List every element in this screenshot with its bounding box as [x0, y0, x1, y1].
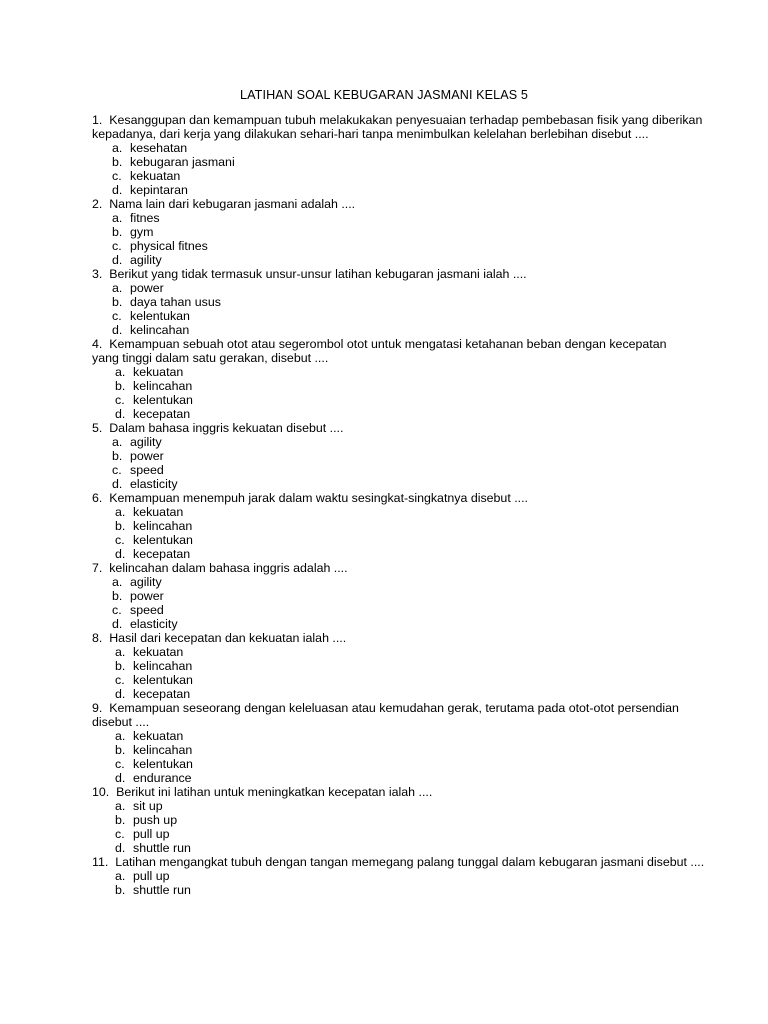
question-stem: [92, 785, 712, 799]
option-letter: b.: [112, 225, 123, 239]
option-letter: b.: [115, 743, 126, 757]
question-item: [92, 337, 712, 421]
answer-option: [92, 813, 712, 827]
option-letter: a.: [115, 729, 126, 743]
question-number: 1.: [92, 113, 103, 127]
option-text: shuttle run: [133, 883, 191, 897]
question-stem: [92, 701, 712, 729]
question-text: Nama lain dari kebugaran jasmani adalah ....: [109, 197, 356, 211]
question-text: Berikut ini latihan untuk meningkatkan kecepatan ialah ....: [116, 785, 433, 799]
option-letter: c.: [115, 673, 125, 687]
page-title: LATIHAN SOAL KEBUGARAN JASMANI KELAS 5: [240, 88, 528, 102]
option-text: kelentukan: [130, 309, 190, 323]
answer-option: [92, 463, 712, 477]
question-number: 10.: [92, 785, 110, 799]
option-letter: a.: [112, 435, 123, 449]
option-text: pull up: [133, 869, 170, 883]
answer-option: [92, 757, 712, 771]
option-text: kelincahan: [133, 519, 193, 533]
option-letter: d.: [112, 477, 123, 491]
answer-option: [92, 309, 712, 323]
option-text: shuttle run: [133, 841, 191, 855]
answer-option: [92, 379, 712, 393]
question-stem: [92, 421, 712, 435]
question-stem: [92, 337, 712, 365]
question-stem: [92, 631, 712, 645]
option-letter: b.: [112, 295, 123, 309]
option-letter: c.: [115, 393, 125, 407]
option-letter: d.: [115, 687, 126, 701]
option-text: kelentukan: [133, 533, 193, 547]
answer-option: [92, 295, 712, 309]
option-letter: c.: [115, 757, 125, 771]
answer-option: [92, 435, 712, 449]
question-text: Kemampuan menempuh jarak dalam waktu sesingkat-singkatnya disebut ....: [109, 491, 528, 505]
option-letter: b.: [115, 379, 126, 393]
option-text: kecepatan: [133, 547, 191, 561]
option-letter: d.: [115, 841, 126, 855]
option-text: speed: [130, 603, 164, 617]
option-text: power: [130, 281, 164, 295]
option-letter: a.: [115, 869, 126, 883]
option-text: kekuatan: [130, 169, 181, 183]
question-list: [92, 113, 712, 897]
option-letter: c.: [112, 239, 122, 253]
question-text: kelincahan dalam bahasa inggris adalah ....: [109, 561, 348, 575]
option-letter: a.: [112, 211, 123, 225]
option-text: fitnes: [130, 211, 160, 225]
option-text: kelentukan: [133, 393, 193, 407]
answer-option: [92, 407, 712, 421]
question-item: [92, 785, 712, 855]
answer-option: [92, 239, 712, 253]
question-item: [92, 421, 712, 491]
option-text: power: [130, 449, 164, 463]
question-stem: [92, 197, 712, 211]
option-letter: c.: [112, 309, 122, 323]
option-letter: b.: [115, 883, 126, 897]
option-text: kepintaran: [130, 183, 188, 197]
answer-option: [92, 603, 712, 617]
answer-option: [92, 519, 712, 533]
option-text: daya tahan usus: [130, 295, 221, 309]
option-text: kelentukan: [133, 757, 193, 771]
question-item: [92, 113, 712, 197]
option-text: speed: [130, 463, 164, 477]
option-text: kecepatan: [133, 687, 191, 701]
option-letter: a.: [115, 645, 126, 659]
option-text: elasticity: [130, 477, 178, 491]
option-letter: c.: [115, 533, 125, 547]
question-text: Kesanggupan dan kemampuan tubuh melakukakan penyesuaian terhadap pembebasan fisik yang diberikan kepadanya, dari kerja yang dilakukan sehari-hari tanpa menimbulkan kelelahan berlebihan disebut ....: [92, 113, 706, 141]
option-text: kekuatan: [133, 365, 184, 379]
answer-option: [92, 211, 712, 225]
option-text: kelincahan: [133, 659, 193, 673]
answer-option: [92, 323, 712, 337]
question-number: 8.: [92, 631, 103, 645]
option-letter: a.: [115, 799, 126, 813]
option-letter: b.: [115, 519, 126, 533]
option-text: kelincahan: [133, 379, 193, 393]
question-stem: [92, 855, 712, 869]
option-letter: a.: [112, 141, 123, 155]
option-text: endurance: [133, 771, 192, 785]
question-stem: [92, 267, 712, 281]
option-letter: d.: [115, 407, 126, 421]
option-text: kelincahan: [130, 323, 190, 337]
option-text: kecepatan: [133, 407, 191, 421]
option-letter: b.: [115, 813, 126, 827]
option-text: kekuatan: [133, 729, 184, 743]
answer-option: [92, 449, 712, 463]
question-stem: [92, 491, 712, 505]
option-text: kelincahan: [133, 743, 193, 757]
answer-option: [92, 729, 712, 743]
answer-option: [92, 673, 712, 687]
option-text: agility: [130, 575, 162, 589]
question-number: 9.: [92, 701, 103, 715]
option-letter: c.: [115, 827, 125, 841]
option-text: power: [130, 589, 164, 603]
option-letter: d.: [112, 253, 123, 267]
question-item: [92, 701, 712, 785]
answer-option: [92, 743, 712, 757]
option-letter: d.: [115, 547, 126, 561]
answer-option: [92, 533, 712, 547]
answer-option: [92, 575, 712, 589]
option-letter: d.: [112, 323, 123, 337]
answer-option: [92, 869, 712, 883]
answer-option: [92, 281, 712, 295]
question-item: [92, 561, 712, 631]
question-number: 6.: [92, 491, 103, 505]
option-text: pull up: [133, 827, 170, 841]
question-text: Dalam bahasa inggris kekuatan disebut ....: [109, 421, 344, 435]
question-number: 7.: [92, 561, 103, 575]
question-stem: [92, 561, 712, 575]
option-text: kelentukan: [133, 673, 193, 687]
answer-option: [92, 771, 712, 785]
answer-option: [92, 687, 712, 701]
answer-option: [92, 659, 712, 673]
option-letter: d.: [112, 617, 123, 631]
question-item: [92, 267, 712, 337]
option-letter: b.: [112, 449, 123, 463]
answer-option: [92, 169, 712, 183]
option-letter: a.: [115, 365, 126, 379]
option-text: physical fitnes: [130, 239, 208, 253]
option-letter: c.: [112, 169, 122, 183]
option-letter: b.: [115, 659, 126, 673]
question-text: Kemampuan sebuah otot atau segerombol otot untuk mengatasi ketahanan beban dengan kecepatan yang tinggi dalam satu gerakan, disebut ....: [92, 337, 691, 365]
question-item: [92, 491, 712, 561]
option-text: agility: [130, 435, 162, 449]
option-letter: c.: [112, 463, 122, 477]
option-text: kekuatan: [133, 505, 184, 519]
answer-option: [92, 645, 712, 659]
option-letter: a.: [112, 575, 123, 589]
option-text: gym: [130, 225, 154, 239]
question-number: 3.: [92, 267, 103, 281]
question-number: 5.: [92, 421, 103, 435]
question-number: 2.: [92, 197, 103, 211]
question-item: [92, 197, 712, 267]
option-text: elasticity: [130, 617, 178, 631]
answer-option: [92, 365, 712, 379]
question-number: 4.: [92, 337, 103, 351]
option-text: kekuatan: [133, 645, 184, 659]
option-letter: c.: [112, 603, 122, 617]
answer-option: [92, 225, 712, 239]
question-text: Kemampuan seseorang dengan keleluasan atau kemudahan gerak, terutama pada otot-otot persendian disebut ....: [92, 701, 683, 729]
question-text: Hasil dari kecepatan dan kekuatan ialah ....: [109, 631, 347, 645]
option-letter: a.: [112, 281, 123, 295]
question-text: Berikut yang tidak termasuk unsur-unsur latihan kebugaran jasmani ialah ....: [109, 267, 527, 281]
answer-option: [92, 477, 712, 491]
option-letter: b.: [112, 155, 123, 169]
answer-option: [92, 183, 712, 197]
question-number: 11.: [92, 855, 109, 869]
answer-option: [92, 141, 712, 155]
answer-option: [92, 155, 712, 169]
option-letter: d.: [115, 771, 126, 785]
answer-option: [92, 547, 712, 561]
answer-option: [92, 253, 712, 267]
question-item: [92, 631, 712, 701]
option-text: sit up: [133, 799, 163, 813]
answer-option: [92, 617, 712, 631]
question-stem: [92, 113, 712, 141]
answer-option: [92, 799, 712, 813]
option-letter: b.: [112, 589, 123, 603]
answer-option: [92, 827, 712, 841]
question-text: Latihan mengangkat tubuh dengan tangan memegang palang tunggal dalam kebugaran jasmani disebut ....: [115, 855, 705, 869]
answer-option: [92, 393, 712, 407]
option-letter: a.: [115, 505, 126, 519]
answer-option: [92, 505, 712, 519]
question-item: [92, 855, 712, 897]
answer-option: [92, 883, 712, 897]
option-text: push up: [133, 813, 178, 827]
answer-option: [92, 841, 712, 855]
option-text: kesehatan: [130, 141, 188, 155]
option-text: agility: [130, 253, 162, 267]
option-letter: d.: [112, 183, 123, 197]
answer-option: [92, 589, 712, 603]
option-text: kebugaran jasmani: [130, 155, 235, 169]
